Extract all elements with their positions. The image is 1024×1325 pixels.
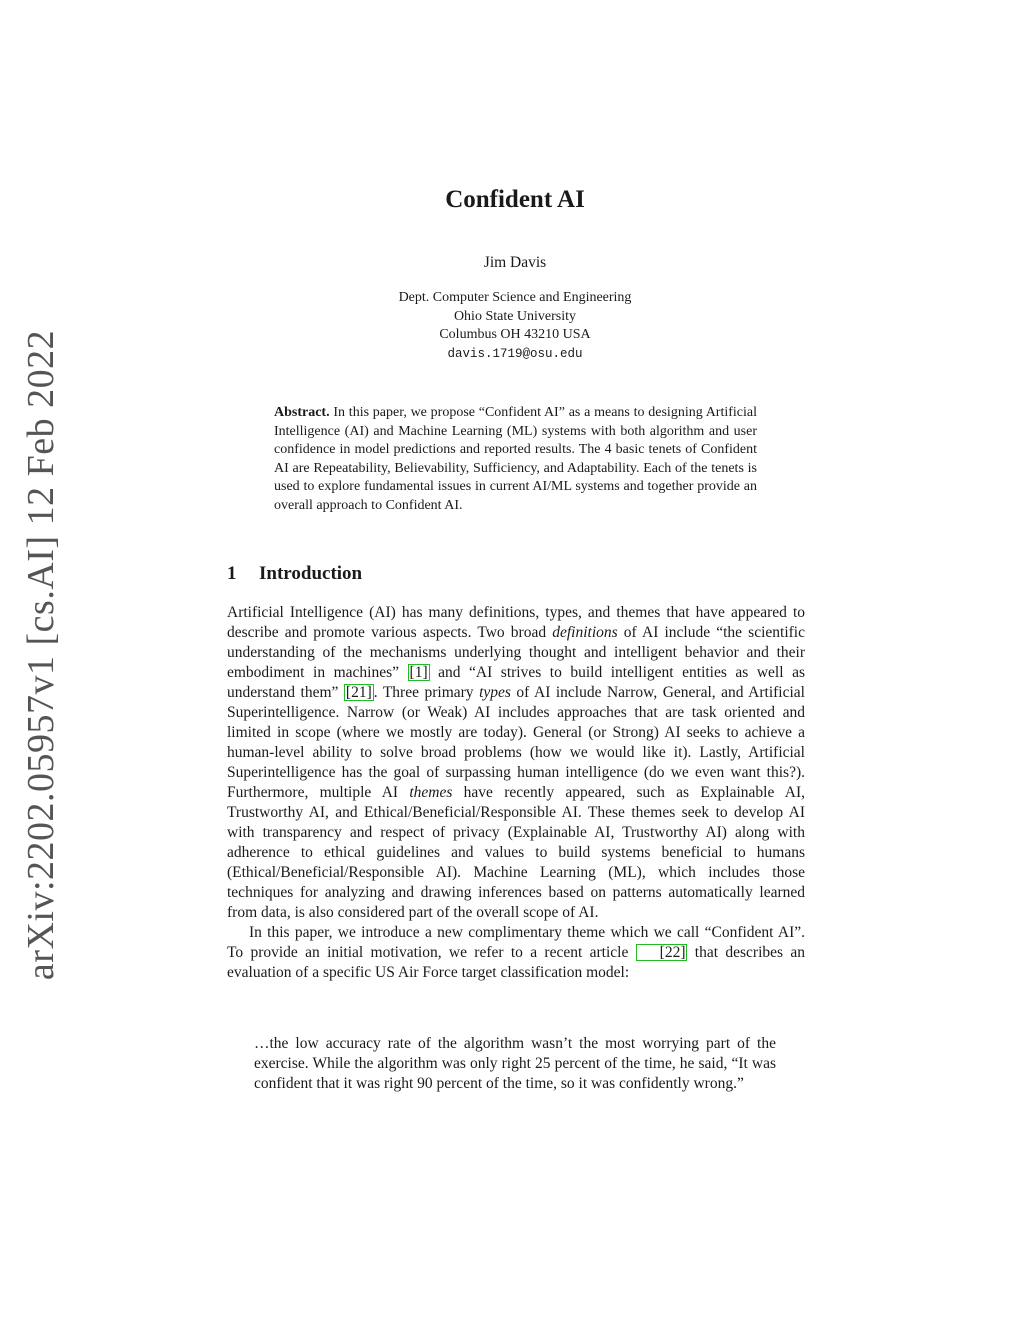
intro-text: In this paper, we introduce a new complimentary theme which we call “Confident AI”. To provide an initial motivation, we refer to a recent article [227, 924, 805, 961]
block-quote: …the low accuracy rate of the algorithm wasn’t the most worrying part of the exercise. While the algorithm was only right 25 percent of the time, he said, “It was confident that it was right 90 percent of the time, so it was confidently wrong.” [254, 1035, 776, 1092]
abstract-label: Abstract. [274, 405, 330, 420]
citation-link-21[interactable]: [21] [345, 684, 372, 701]
abstract-text: In this paper, we propose “Confident AI” as a means to designing Artificial Intelligence (AI) and Machine Learning (ML) systems with both algorithm and user confidence in model predictions and reported results. The 4 basic tenets of Confident AI are Repeatability, Believability, Sufficiency, and Adaptability. Each of the tenets is used to explore fundamental issues in current AI/ML systems and together provide an overall approach to Confident AI. [274, 405, 758, 513]
affiliation-dept: Dept. Computer Science and Engineering [398, 290, 632, 305]
intro-text: Artificial Intelligence (AI) has many definitions, types, and themes that have appeared to describe and promote various aspects. Two broad [227, 604, 805, 641]
intro-body [227, 603, 805, 983]
intro-paragraph-2 [227, 923, 805, 983]
arxiv-stamp [20, 329, 63, 981]
intro-emphasis-definitions: definitions [552, 624, 618, 641]
intro-emphasis-themes: themes [409, 784, 453, 801]
arxiv-id[interactable]: arXiv:2202.05957v1 [cs.AI] 12 Feb 2022 [20, 329, 63, 981]
author-email[interactable]: davis.1719@osu.edu [447, 346, 583, 361]
intro-emphasis-types: types [479, 684, 511, 701]
affiliation-university: Ohio State University [453, 308, 577, 324]
affiliation-address: Columbus OH 43210 USA [439, 327, 591, 342]
affiliation [0, 289, 1024, 363]
citation-link-1[interactable]: [1] [409, 664, 428, 681]
abstract [274, 404, 757, 516]
citation-link-22[interactable]: [22] [636, 944, 688, 961]
intro-text: of AI include Narrow, General, and Artificial Superintelligence. Narrow (or Weak) AI includes approaches that are task oriented and limited in scope (where we mostly are today). General (or Strong) AI seeks to achieve a human-level ability to solve broad problems (how we would like it). Lastly, Artificial Superintelligence has the goal of surpassing human intelligence (do we even want this?). Furthermore, multiple AI [227, 684, 805, 801]
intro-text: have recently appeared, such as Explainable AI, Trustworthy AI, and Ethical/Beneficial/Responsible AI. These themes seek to develop AI with transparency and respect of privacy (Explainable AI, Trustworthy AI) along with adherence to ethical guidelines and values to build systems beneficial to humans (Ethical/Beneficial/Responsible AI). Machine Learning (ML), which includes those techniques for analyzing and drawing inferences based on patterns automatically learned from data, is also considered part of the overall scope of AI. [227, 784, 806, 921]
section-heading [227, 563, 362, 585]
paper-title: Confident AI [445, 186, 585, 213]
section-title: Introduction [259, 563, 363, 584]
intro-text: and “AI strives to build intelligent entities as well as understand them” [227, 664, 805, 701]
intro-text: . Three primary [373, 684, 480, 701]
intro-text: that describes an evaluation of a specific US Air Force target classification model: [227, 944, 805, 981]
intro-paragraph-1 [227, 603, 805, 923]
section-number: 1 [227, 563, 237, 584]
intro-text: of AI include “the scientific understanding of the mechanisms underlying thought and intelligent behavior and their embodiment in machines” [227, 624, 805, 681]
author-name: Jim Davis [483, 254, 547, 271]
